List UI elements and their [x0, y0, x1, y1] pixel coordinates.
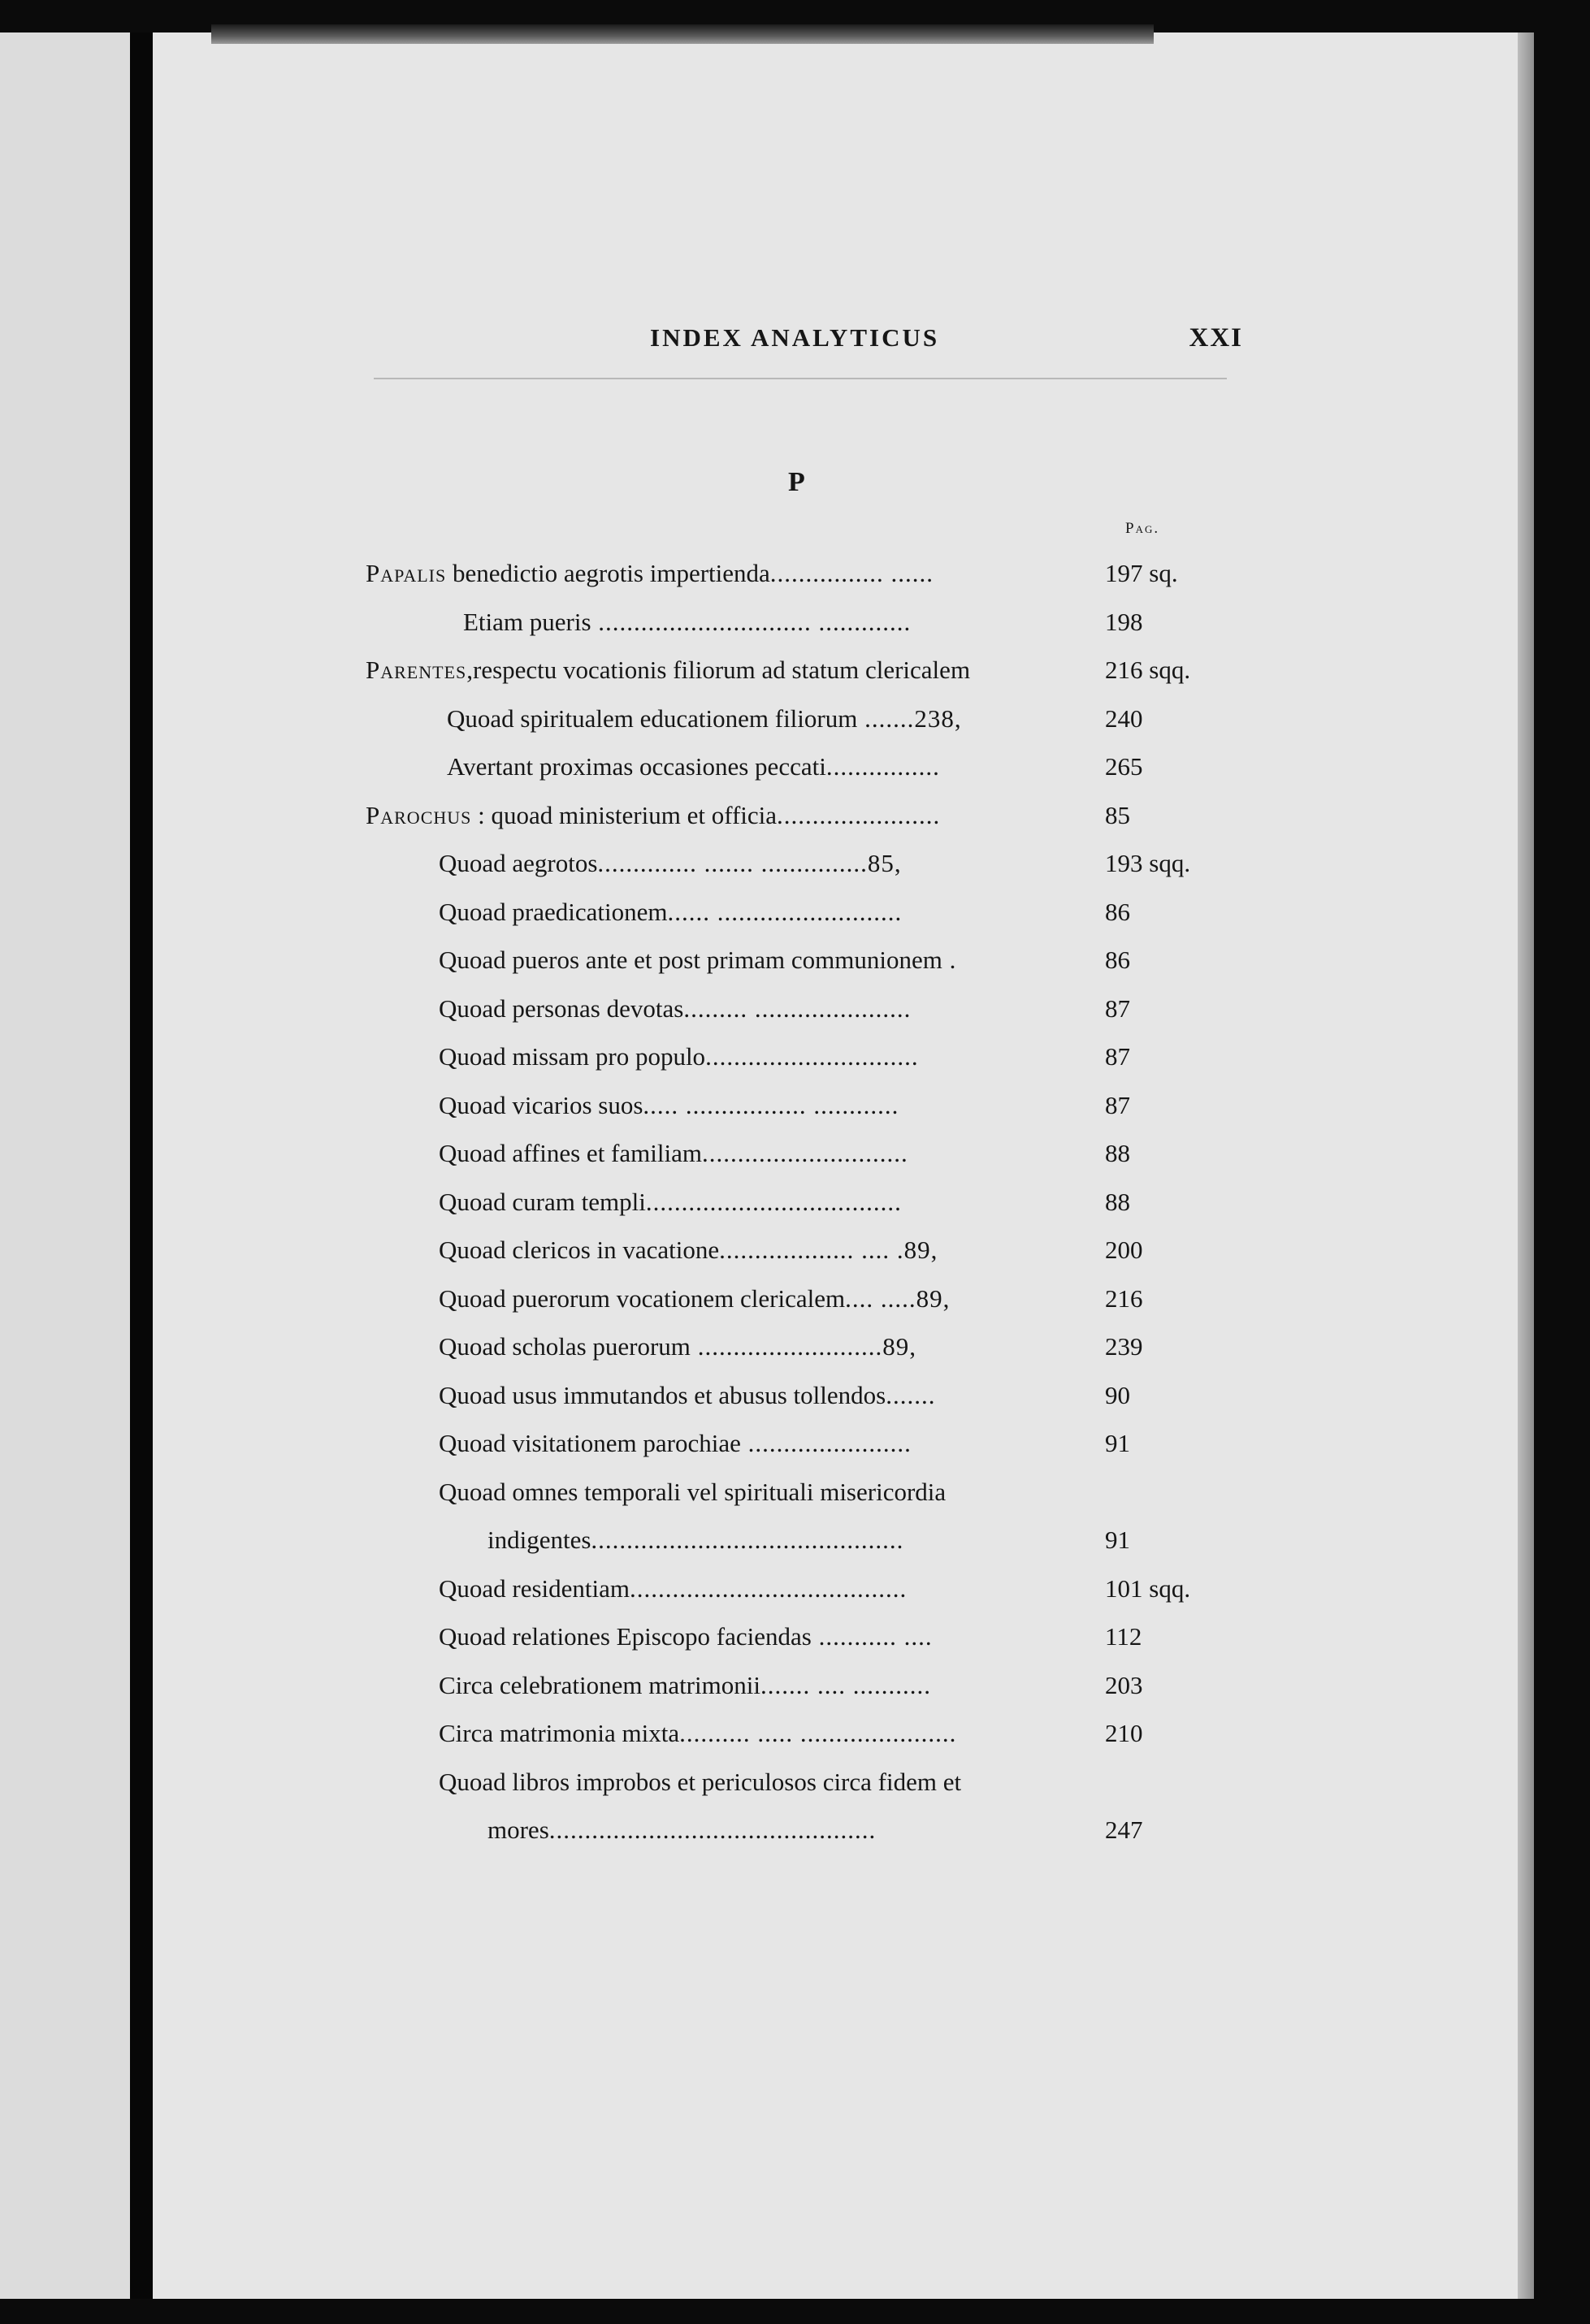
entry-page-ref: 101 sqq.	[1105, 1573, 1191, 1603]
entry-page-ref: 88	[1105, 1187, 1130, 1216]
index-entry	[357, 976, 1251, 1025]
entry-description: Quoad scholas puerorum	[439, 1332, 691, 1361]
entry-page-ref: 247	[1105, 1815, 1143, 1844]
entry-page-ref: 203	[1105, 1670, 1143, 1699]
index-entry	[357, 541, 1251, 590]
index-entry	[357, 734, 1251, 783]
entry-page-ref: 240	[1105, 703, 1143, 733]
index-entry	[357, 1170, 1251, 1218]
index-entry	[357, 831, 1251, 880]
entry-headword: Parochus	[366, 800, 472, 829]
entry-page-ref: 86	[1105, 946, 1130, 974]
page-top-shadow	[211, 24, 1154, 44]
entry-page-ref: 86	[1105, 897, 1130, 926]
index-entry	[357, 1653, 1251, 1702]
leader-dots: ....... .... ...........	[760, 1670, 931, 1699]
entry-page-ref: 197 sq.	[1105, 559, 1178, 587]
entry-page-ref: 88	[1105, 1139, 1130, 1167]
index-entry	[357, 638, 1251, 686]
entry-description: Quoad praedicationem	[439, 897, 668, 926]
book-gutter	[130, 32, 153, 2299]
entry-text	[439, 1468, 1154, 1564]
entry-page-ref: 90	[1105, 1380, 1130, 1409]
entry-page-ref: 91	[1105, 1429, 1130, 1457]
entry-description: Quoad puerorum vocationem clericalem	[439, 1283, 846, 1313]
leader-dots: .............................	[701, 1139, 908, 1167]
header-rule	[374, 378, 1227, 379]
page-column-label: Pag.	[1125, 520, 1160, 537]
index-entry	[357, 1556, 1251, 1605]
leader-dots: m	[950, 656, 972, 684]
entry-description: Quoad personas devotas	[439, 993, 684, 1023]
entry-page-ref: 216	[1105, 1283, 1143, 1313]
index-entry	[357, 1121, 1251, 1170]
leader-dots: ..........................89,	[690, 1332, 916, 1361]
index-entry	[357, 1314, 1251, 1363]
entry-description: Quoad clericos in vacatione	[439, 1236, 720, 1264]
entry-page-ref: 239	[1105, 1332, 1143, 1361]
leader-dots: ............................................	[591, 1526, 904, 1554]
index-entry	[357, 1073, 1251, 1122]
leader-dots: ..... ................. ............	[643, 1090, 899, 1119]
index-entry	[357, 1604, 1251, 1653]
index-entry	[357, 1024, 1251, 1073]
page-header	[382, 323, 1243, 364]
entry-page-ref: 87	[1105, 1090, 1130, 1119]
leader-dots: .......	[886, 1380, 936, 1409]
entry-page-ref: 87	[1105, 1042, 1130, 1071]
entry-description: : quoad ministerium et officia	[471, 800, 778, 829]
leader-dots: ....................................	[645, 1187, 902, 1216]
page-number: XXI	[1189, 323, 1243, 353]
entry-page-ref: 91	[1105, 1526, 1130, 1554]
leader-dots: .... .....89,	[845, 1283, 951, 1313]
leader-dots: .......................................	[630, 1573, 908, 1603]
index-entry	[357, 783, 1251, 832]
page-right-edge	[1518, 32, 1534, 2299]
leader-dots: ................... .... .89,	[719, 1236, 938, 1264]
index-entry	[357, 1460, 1251, 1556]
index-entries	[357, 541, 1251, 1846]
entry-description: Quoad spiritualem educationem filiorum	[447, 703, 858, 733]
entry-description: Quoad residentiam	[439, 1573, 630, 1603]
entry-text	[439, 1758, 1154, 1854]
entry-page-ref: 265	[1105, 752, 1143, 781]
index-entry	[357, 1266, 1251, 1315]
leader-dots: ..............................	[705, 1042, 919, 1071]
entry-page-ref: 216 sqq.	[1105, 656, 1191, 684]
leader-dots: ...... ..........................	[667, 897, 903, 926]
leader-dots: .............................. .............	[591, 607, 912, 636]
section-letter: P	[788, 467, 805, 497]
entry-description: Circa celebrationem matrimonii	[439, 1670, 760, 1699]
entry-description: Quoad curam templi	[439, 1187, 646, 1216]
index-entry	[357, 1411, 1251, 1460]
entry-page-ref: 87	[1105, 993, 1130, 1023]
leader-dots: ................	[825, 752, 940, 781]
entry-continuation-text: indigentes	[487, 1526, 591, 1554]
index-entry	[357, 1750, 1251, 1846]
leader-dots: .......................	[740, 1429, 912, 1457]
index-entry	[357, 1218, 1251, 1266]
leader-dots: .	[942, 946, 957, 974]
entry-description: Quoad vicarios suos	[439, 1090, 643, 1119]
entry-description: Etiam pueris	[463, 607, 591, 636]
entry-description: benedictio aegrotis impertienda	[446, 559, 770, 587]
facing-page-edge	[0, 32, 130, 2299]
entry-description: Quoad omnes temporali vel spirituali misericordia	[439, 1477, 947, 1506]
entry-page-ref: 198	[1105, 607, 1143, 636]
index-entry	[357, 1701, 1251, 1750]
leader-dots: ......... ......................	[683, 993, 912, 1023]
entry-headword: Parentes	[366, 656, 467, 684]
leader-dots: ..............................................	[548, 1815, 877, 1844]
entry-description: Quoad missam pro populo	[439, 1042, 706, 1071]
entry-headword: Papalis	[366, 559, 447, 587]
leader-dots: ........... ....	[811, 1622, 933, 1651]
running-head: INDEX ANALYTICUS	[650, 323, 940, 352]
index-entry	[357, 1363, 1251, 1412]
leader-dots: .......................	[777, 800, 941, 829]
entry-page-ref: 112	[1105, 1622, 1142, 1651]
leader-dots: .......... ..... ......................	[679, 1719, 957, 1747]
entry-continuation	[439, 1806, 1154, 1854]
entry-description: Quoad usus immutandos et abusus tollendos	[439, 1380, 886, 1409]
leader-dots: ................ ......	[769, 559, 934, 587]
entry-page-ref: 85	[1105, 800, 1130, 829]
entry-description: Circa matrimonia mixta	[439, 1719, 680, 1747]
entry-description: Quoad libros improbos et periculosos circa fidem et	[439, 1767, 962, 1796]
entry-description: Quoad visitationem parochiae	[439, 1429, 741, 1457]
entry-page-ref: 210	[1105, 1719, 1143, 1747]
entry-page-ref: 193 sqq.	[1105, 849, 1191, 877]
index-entry	[357, 686, 1251, 735]
entry-continuation-text: mores	[487, 1815, 549, 1844]
leader-dots: .......238,	[857, 703, 962, 733]
leader-dots: .............. ....... ...............85,	[597, 849, 902, 877]
index-entry	[357, 928, 1251, 976]
entry-description: Avertant proximas occasiones peccati	[447, 752, 826, 781]
index-entry	[357, 590, 1251, 638]
index-entry	[357, 880, 1251, 928]
entry-description: Quoad aegrotos	[439, 849, 598, 877]
entry-description: ,respectu vocationis filiorum ad statum clericale	[466, 656, 951, 684]
entry-description: Quoad pueros ante et post primam communionem	[439, 946, 942, 974]
entry-description: Quoad relationes Episcopo faciendas	[439, 1622, 812, 1651]
entry-description: Quoad affines et familiam	[439, 1139, 702, 1167]
entry-page-ref: 200	[1105, 1236, 1143, 1264]
